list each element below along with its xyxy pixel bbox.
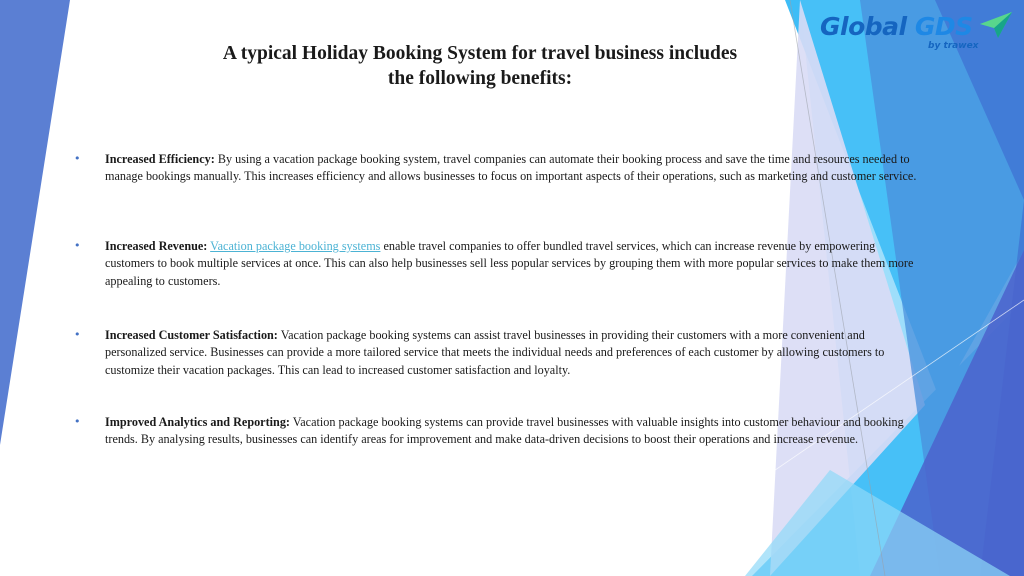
benefit-body: Vacation package booking systems can provide travel businesses with valuable insights into customer behaviour and booking trends. By analysing results, businesses can identify areas for improvement and make data-driven decisions to boost their operations and increase revenue. bbox=[105, 415, 904, 447]
benefit-text bbox=[105, 327, 922, 379]
logo-tagline: by trawex bbox=[928, 41, 979, 51]
bullet-dot-icon: • bbox=[74, 415, 81, 428]
benefit-body: By using a vacation package booking system, travel companies can automate their booking process and save the time and resources needed to manage bookings manually. This increases efficiency and allows businesses to focus on important aspects of their operations, such as marketing and customer service. bbox=[105, 152, 917, 184]
benefit-item-efficiency bbox=[72, 151, 922, 186]
benefit-text bbox=[105, 414, 922, 449]
benefit-text bbox=[105, 151, 922, 186]
bullet-dot-icon: • bbox=[74, 152, 81, 165]
benefit-item-revenue bbox=[72, 238, 922, 290]
bullet-dot-icon: • bbox=[74, 239, 81, 252]
global-gds-logo bbox=[820, 8, 1016, 56]
benefit-item-analytics bbox=[72, 414, 922, 449]
benefit-heading: Increased Revenue: bbox=[105, 239, 208, 253]
logo-brand-accent: GDS bbox=[914, 12, 973, 41]
bullet-dot-icon: • bbox=[74, 328, 81, 341]
left-blue-wedge bbox=[0, 0, 70, 445]
slide-title-line-1: A typical Holiday Booking System for travel business includes bbox=[222, 43, 738, 64]
paper-plane-icon bbox=[978, 10, 1014, 40]
benefit-body: Vacation package booking systems can assist travel businesses in providing their customers with a more convenient and personalized service. Businesses can provide a more tailored service that meets the individual needs and preferences of each customer by allowing customers to customize their vacation packages. This can lead to increased customer satisfaction and loyalty. bbox=[105, 328, 885, 377]
logo-wordmark bbox=[820, 12, 973, 41]
benefit-heading: Improved Analytics and Reporting: bbox=[105, 415, 290, 429]
logo-brand-main: Global bbox=[820, 12, 907, 41]
slide-title bbox=[160, 41, 800, 91]
benefit-heading: Increased Efficiency: bbox=[105, 152, 215, 166]
benefit-item-satisfaction bbox=[72, 327, 922, 379]
vacation-package-link[interactable]: Vacation package booking systems bbox=[210, 239, 381, 253]
benefit-heading: Increased Customer Satisfaction: bbox=[105, 328, 278, 342]
benefit-body: enable travel companies to offer bundled travel services, which can increase revenue by empowering customers to book multiple services at once. This can also help businesses sell less popular services by grouping them with more popular services to make them more appealing to customers. bbox=[105, 239, 914, 288]
slide-title-line-2: the following benefits: bbox=[387, 68, 573, 89]
benefit-text bbox=[105, 238, 922, 290]
